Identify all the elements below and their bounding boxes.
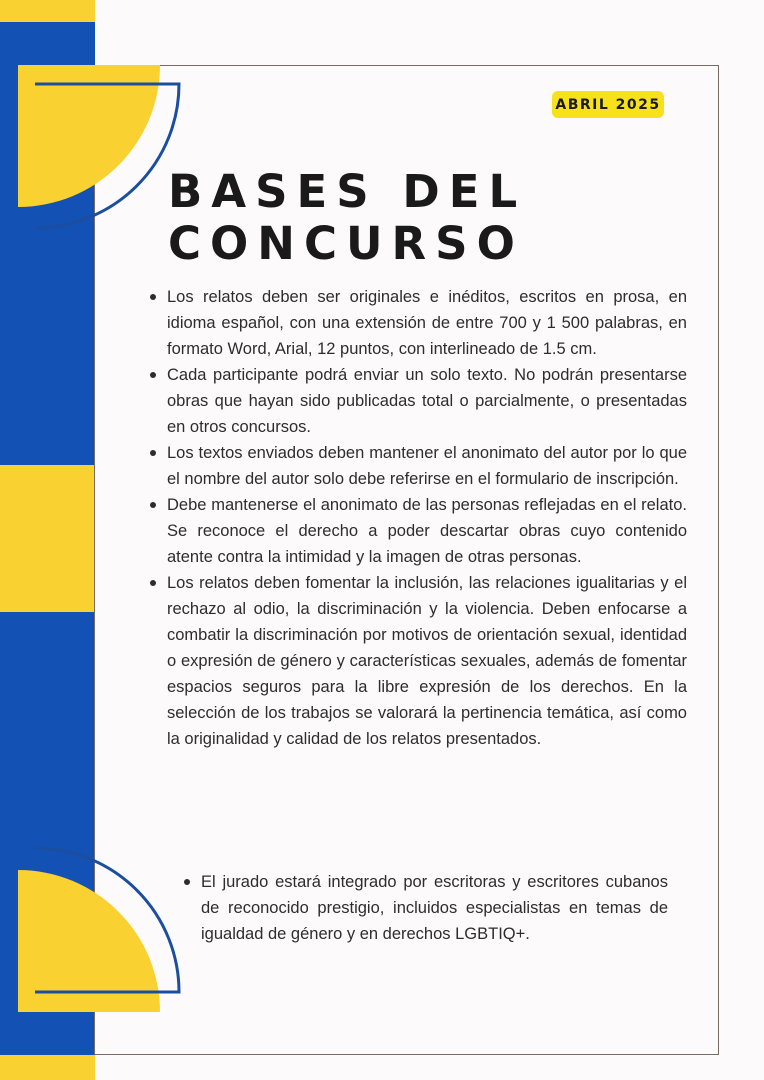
jury-rules-list [201,869,668,947]
rules-list [167,284,687,752]
rule-item: Cada participante podrá enviar un solo texto. No podrán presentarse obras que hayan sido publicadas total o parcialmente, o presentadas en otros concursos. [167,362,687,440]
strip-yellow-bottom [0,1055,95,1080]
strip-yellow-middle [0,465,95,612]
jury-rule-item: El jurado estará integrado por escritoras y escritores cubanos de reconocido prestigio, incluidos especialistas en temas de igualdad de género y en derechos LGBTIQ+. [201,869,668,947]
page-title [168,166,526,270]
rule-item: Los relatos deben ser originales e inéditos, escritos en prosa, en idioma español, con una extensión de entre 700 y 1 500 palabras, en formato Word, Arial, 12 puntos, con interlineado de 1.5 cm. [167,284,687,362]
rule-item: Los relatos deben fomentar la inclusión, las relaciones igualitarias y el rechazo al odio, la discriminación y la violencia. Deben enfocarse a combatir la discriminación por motivos de orientación sexual, identidad o expresión de género y características sexuales, además de fomentar espacios seguros para la libre expresión de los derechos. En la selección de los trabajos se valorará la pertinencia temática, así como la originalidad y calidad de los relatos presentados. [167,570,687,752]
left-color-strip [0,0,95,1080]
rule-item: Los textos enviados deben mantener el anonimato del autor por lo que el nombre del autor solo debe referirse en el formulario de inscripción. [167,440,687,492]
title-line-1: BASES DEL [168,165,527,218]
strip-blue-upper [0,22,95,465]
strip-yellow-top [0,0,95,22]
strip-blue-lower [0,612,95,1055]
rule-item: Debe mantenerse el anonimato de las personas reflejadas en el relato. Se reconoce el derecho a poder descartar obras cuyo contenido atente contra la intimidad y la imagen de otras personas. [167,492,687,570]
date-badge: ABRIL 2025 [552,91,664,118]
title-line-2: CONCURSO [168,217,524,270]
